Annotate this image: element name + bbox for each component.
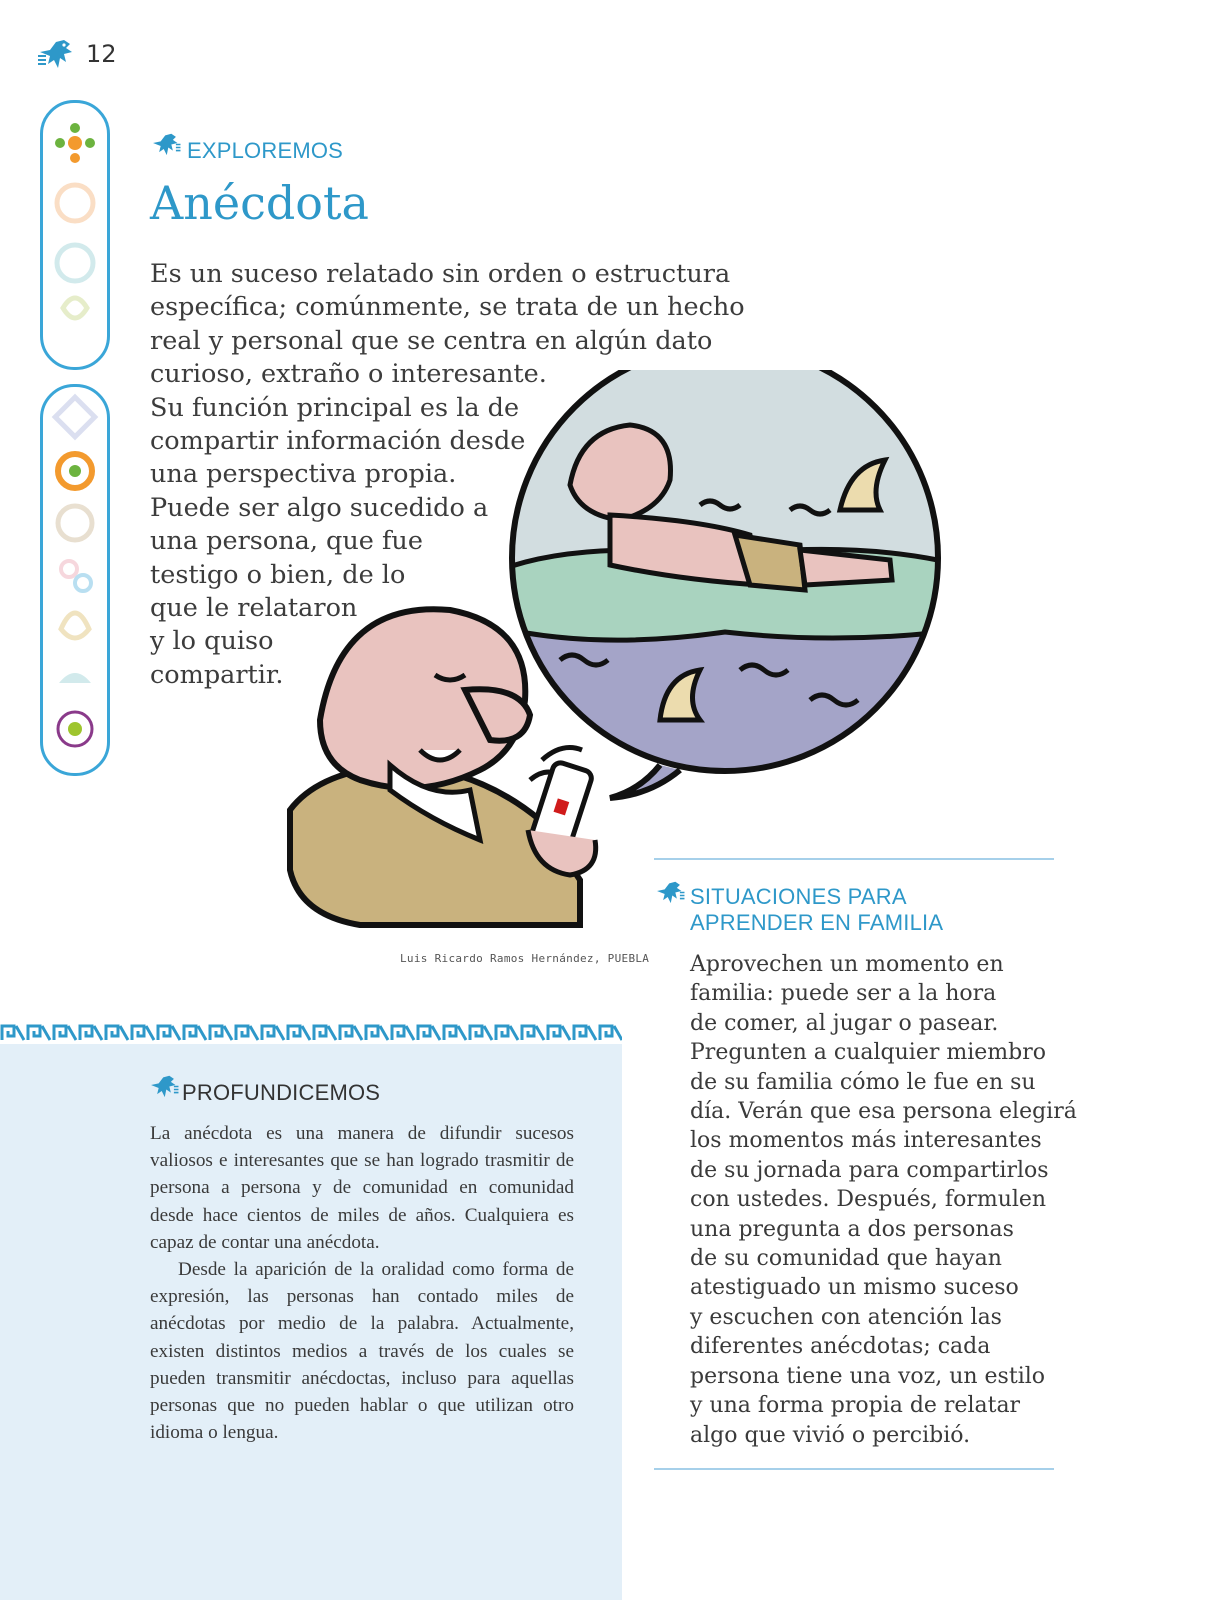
family-bird-icon bbox=[654, 880, 686, 908]
illustration-credit: Luis Ricardo Ramos Hernández, PUEBLA bbox=[400, 952, 650, 965]
flower-emblem-icon bbox=[43, 103, 107, 363]
deepen-bird-icon bbox=[148, 1074, 180, 1102]
family-line: de su familia cómo le fue en su bbox=[690, 1069, 1036, 1095]
intro-line: específica; comúnmente, se trata de un hecho bbox=[150, 292, 745, 323]
explore-section-label: EXPLOREMOS bbox=[187, 138, 344, 163]
intro-line: una perspectiva propia. bbox=[150, 459, 457, 490]
family-bottom-rule bbox=[654, 1468, 1054, 1470]
intro-line: real y personal que se centra en algún dato bbox=[150, 325, 713, 356]
family-line: Pregunten a cualquier miembro bbox=[690, 1040, 1046, 1066]
deepen-text bbox=[150, 1120, 574, 1446]
intro-line: que le relataron bbox=[150, 593, 358, 624]
sidebar-group-top bbox=[40, 100, 110, 370]
intro-line: y lo quiso bbox=[150, 626, 274, 657]
family-line: una pregunta a dos personas bbox=[690, 1216, 1014, 1242]
page-number: 12 bbox=[86, 40, 117, 68]
intro-line: compartir. bbox=[150, 659, 284, 690]
family-line: diferentes anécdotas; cada bbox=[690, 1334, 991, 1360]
intro-line: curioso, extraño o interesante. bbox=[150, 359, 547, 390]
family-line: atestiguado un mismo suceso bbox=[690, 1275, 1019, 1301]
intro-line: una persona, que fue bbox=[150, 526, 423, 557]
intro-line: testigo o bien, de lo bbox=[150, 559, 406, 590]
deepen-paragraph-1: La anécdota es una manera de difundir sucesos valiosos e interesantes que se han logrado trasmitir de persona a persona y de comunidad en comunidad desde hace cientos de miles de años. Cualquiera es capaz de contar una anécdota. bbox=[150, 1123, 574, 1253]
emblem-column-icon bbox=[43, 387, 107, 767]
intro-line: Es un suceso relatado sin orden o estructura bbox=[150, 259, 731, 289]
family-line: Aprovechen un momento en bbox=[690, 952, 1004, 977]
intro-line: Puede ser algo sucedido a bbox=[150, 492, 489, 523]
family-line: y escuchen con atención las bbox=[690, 1304, 1002, 1330]
family-line: de su comunidad que hayan bbox=[690, 1246, 1002, 1272]
anecdote-illustration bbox=[280, 370, 960, 950]
family-line: de su jornada para compartirlos bbox=[690, 1157, 1049, 1183]
family-line: día. Verán que esa persona elegirá bbox=[690, 1099, 1077, 1125]
explore-bird-icon bbox=[150, 132, 182, 160]
family-line: algo que vivió o percibió. bbox=[690, 1422, 971, 1448]
family-line: con ustedes. Después, formulen bbox=[690, 1187, 1047, 1213]
family-line: y una forma propia de relatar bbox=[690, 1393, 1021, 1419]
family-line: persona tiene una voz, un estilo bbox=[690, 1363, 1046, 1389]
deepen-section-label: PROFUNDICEMOS bbox=[182, 1080, 381, 1105]
bird-logo-icon bbox=[36, 38, 78, 74]
family-top-rule bbox=[654, 858, 1054, 860]
family-line: de comer, al jugar o pasear. bbox=[690, 1010, 999, 1036]
greca-border bbox=[0, 1022, 622, 1044]
family-paragraph bbox=[690, 950, 1077, 1450]
family-section-label bbox=[690, 884, 943, 936]
deepen-paragraph-2: Desde la aparición de la oralidad como forma de expresión, las personas han contado miles de anécdotas por medio de la palabra. Actualmente, existen distintos medios a través de los cuales se pueden transmitir anécdoctas, incluso para aquellas personas que no pueden hablar o que utilizan otro idioma o lengua. bbox=[150, 1259, 574, 1444]
page-title: Anécdota bbox=[150, 176, 369, 230]
family-label-line-1: SITUACIONES PARA bbox=[690, 884, 907, 909]
intro-line: compartir información desde bbox=[150, 426, 526, 457]
family-line: los momentos más interesantes bbox=[690, 1128, 1042, 1154]
intro-line: Su función principal es la de bbox=[150, 392, 520, 423]
family-line: familia: puede ser a la hora bbox=[690, 981, 997, 1007]
family-label-line-2: APRENDER EN FAMILIA bbox=[690, 910, 944, 935]
sidebar-group-bottom bbox=[40, 384, 110, 776]
